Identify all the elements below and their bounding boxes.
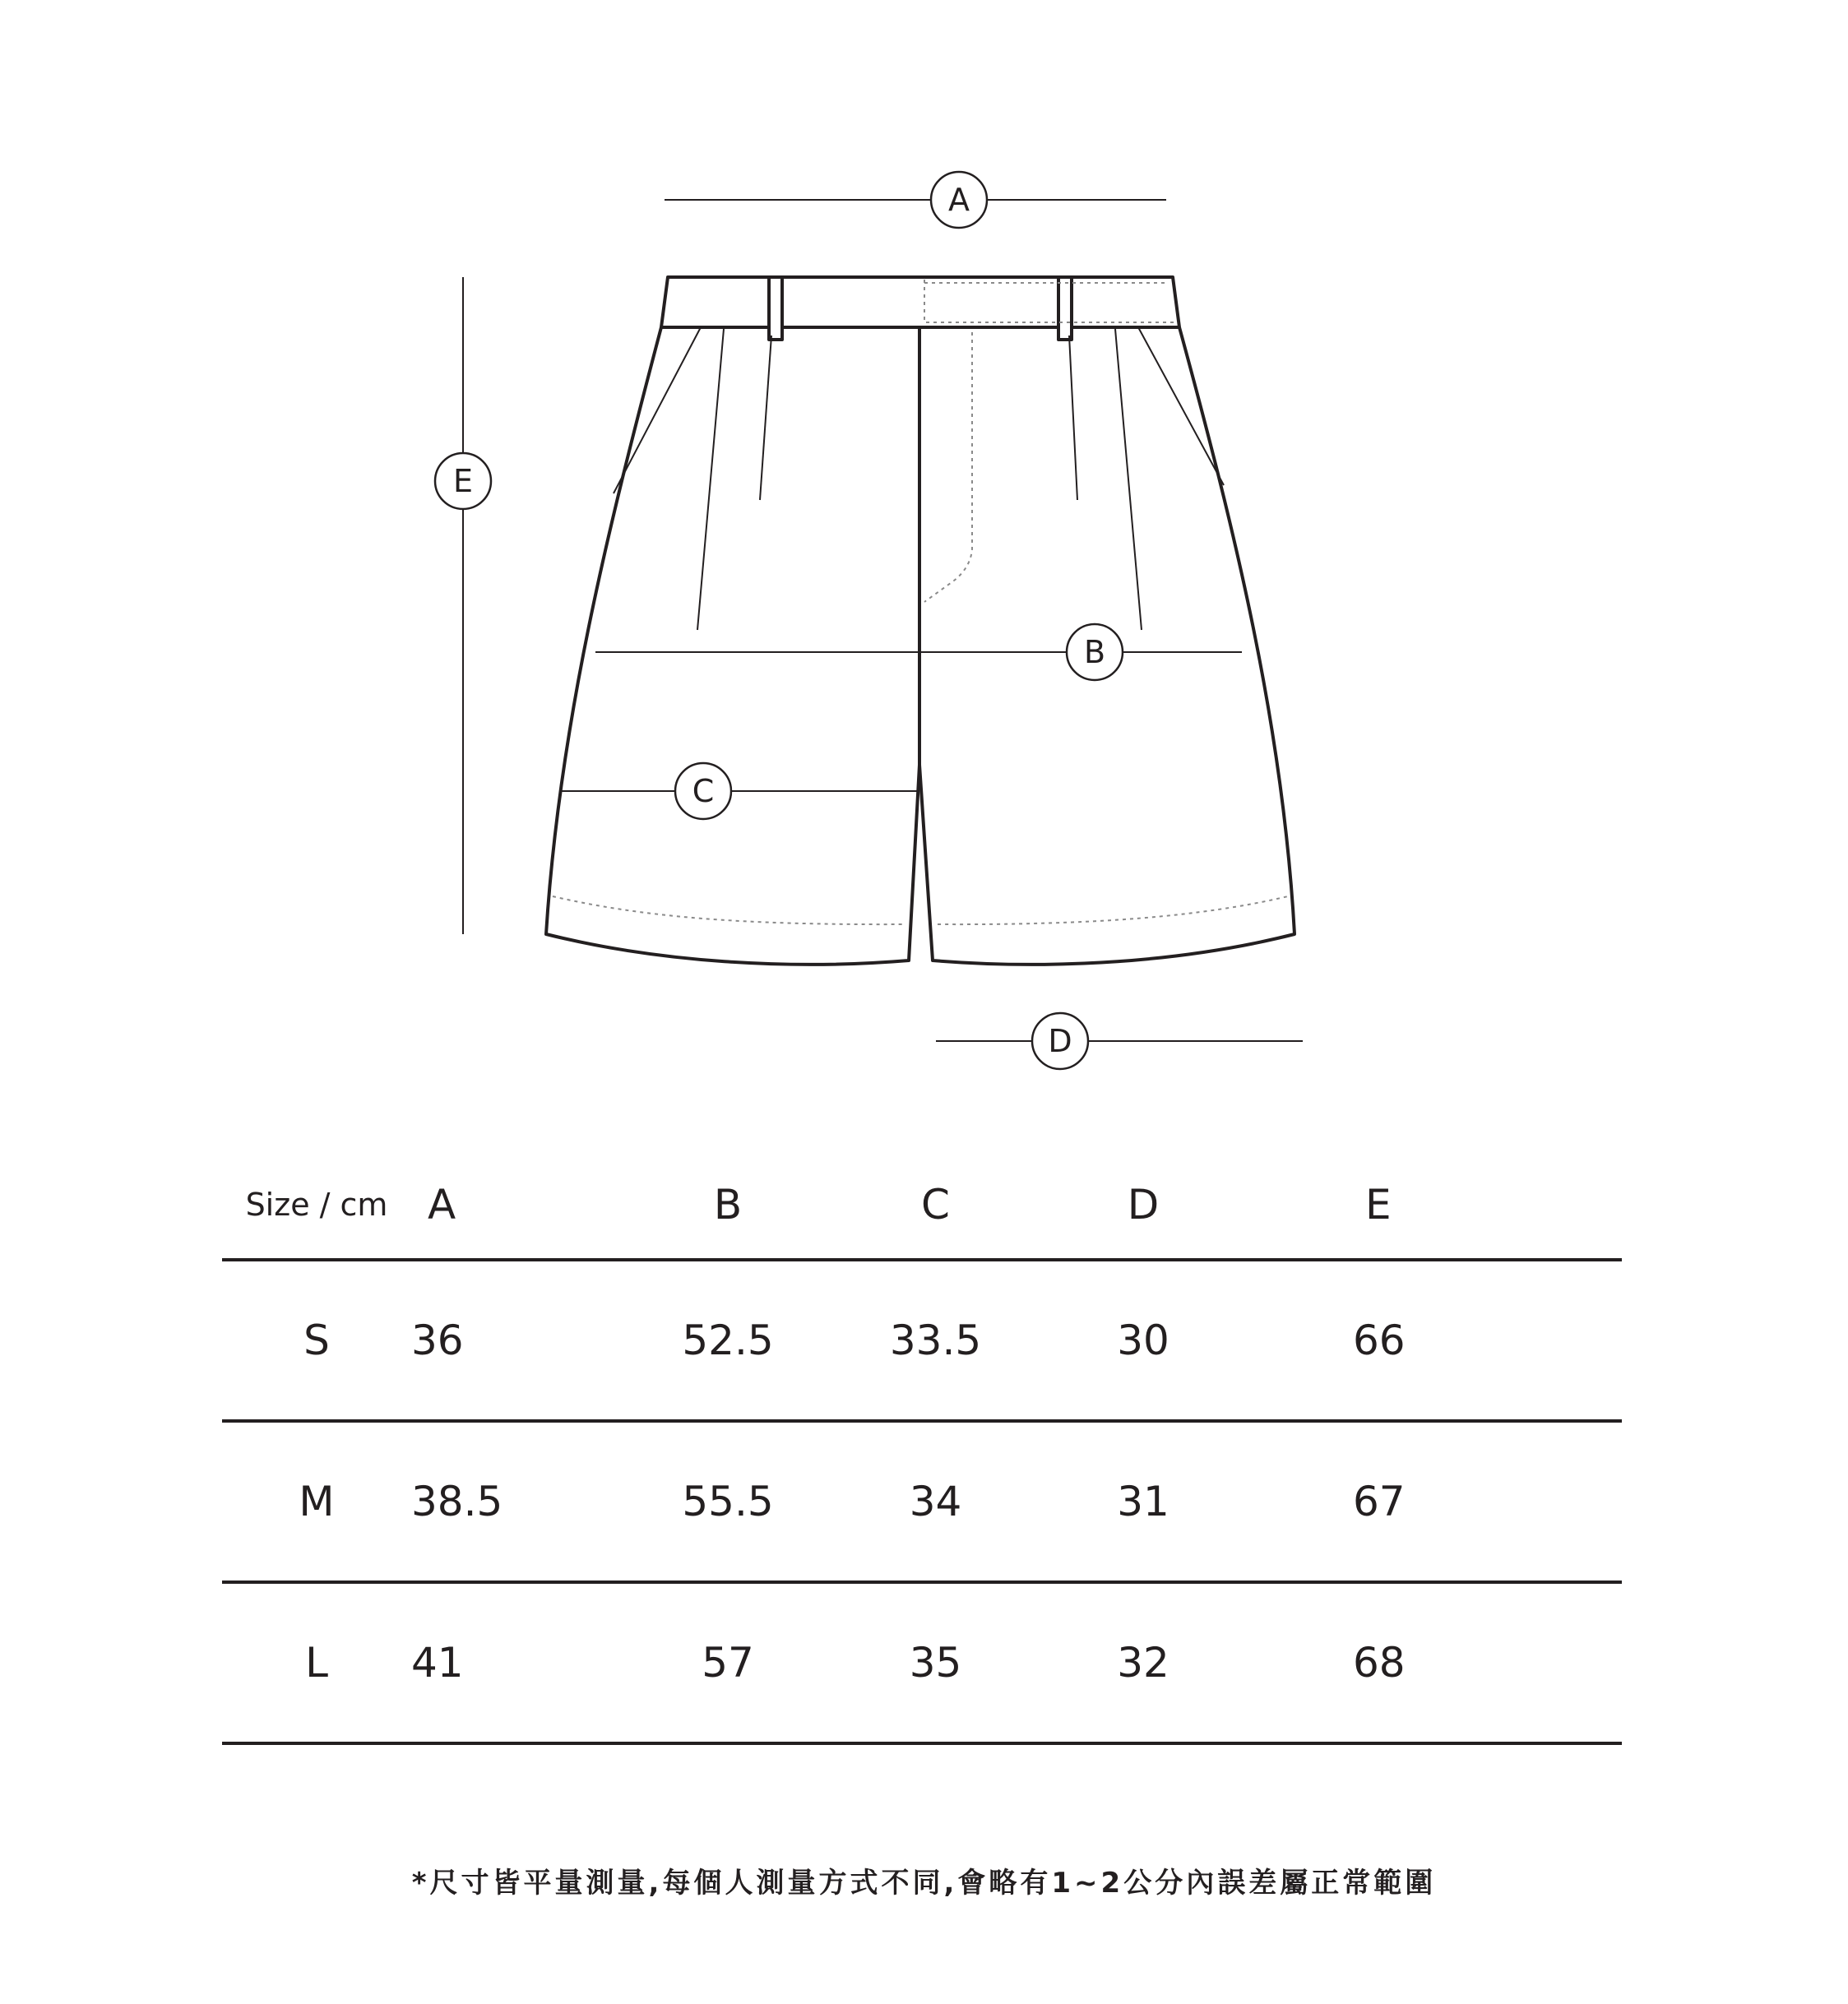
header-e: E	[1258, 1151, 1622, 1260]
cell-e: 68	[1258, 1582, 1622, 1743]
header-b: B	[613, 1151, 843, 1260]
cell-b: 57	[613, 1582, 843, 1743]
cell-a: 36	[411, 1260, 613, 1421]
table-row	[222, 1421, 1622, 1582]
svg-text:A: A	[948, 182, 970, 218]
shorts-outline	[546, 277, 1295, 965]
cell-a: 41	[411, 1582, 613, 1743]
size-table	[222, 1151, 1622, 1745]
measurement-note: *尺寸皆平量測量,每個人測量方式不同,會略有1~2公分內誤差屬正常範圍	[411, 1867, 1437, 1900]
header-a: A	[411, 1151, 613, 1260]
marker-a	[931, 172, 987, 228]
cell-c: 35	[843, 1582, 1028, 1743]
cell-b: 55.5	[613, 1421, 843, 1582]
svg-text:D: D	[1048, 1023, 1072, 1059]
cell-a: 38.5	[411, 1421, 613, 1582]
cell-size: S	[222, 1260, 411, 1421]
cell-d: 30	[1028, 1260, 1258, 1421]
cell-size: L	[222, 1582, 411, 1743]
header-c: C	[843, 1151, 1028, 1260]
cell-size: M	[222, 1421, 411, 1582]
cell-e: 67	[1258, 1421, 1622, 1582]
cell-b: 52.5	[613, 1260, 843, 1421]
marker-d	[1032, 1013, 1088, 1069]
svg-text:C: C	[692, 773, 715, 809]
marker-e	[435, 453, 491, 509]
marker-b	[1067, 624, 1123, 680]
cell-e: 66	[1258, 1260, 1622, 1421]
table-row	[222, 1582, 1622, 1743]
cell-c: 33.5	[843, 1260, 1028, 1421]
marker-c	[675, 763, 731, 819]
cell-d: 32	[1028, 1582, 1258, 1743]
svg-text:E: E	[452, 463, 474, 499]
header-size: Size / cm	[222, 1151, 411, 1260]
table-header-row	[222, 1151, 1622, 1260]
cell-d: 31	[1028, 1421, 1258, 1582]
table-row	[222, 1260, 1622, 1421]
cell-c: 34	[843, 1421, 1028, 1582]
svg-text:B: B	[1083, 634, 1106, 670]
header-d: D	[1028, 1151, 1258, 1260]
